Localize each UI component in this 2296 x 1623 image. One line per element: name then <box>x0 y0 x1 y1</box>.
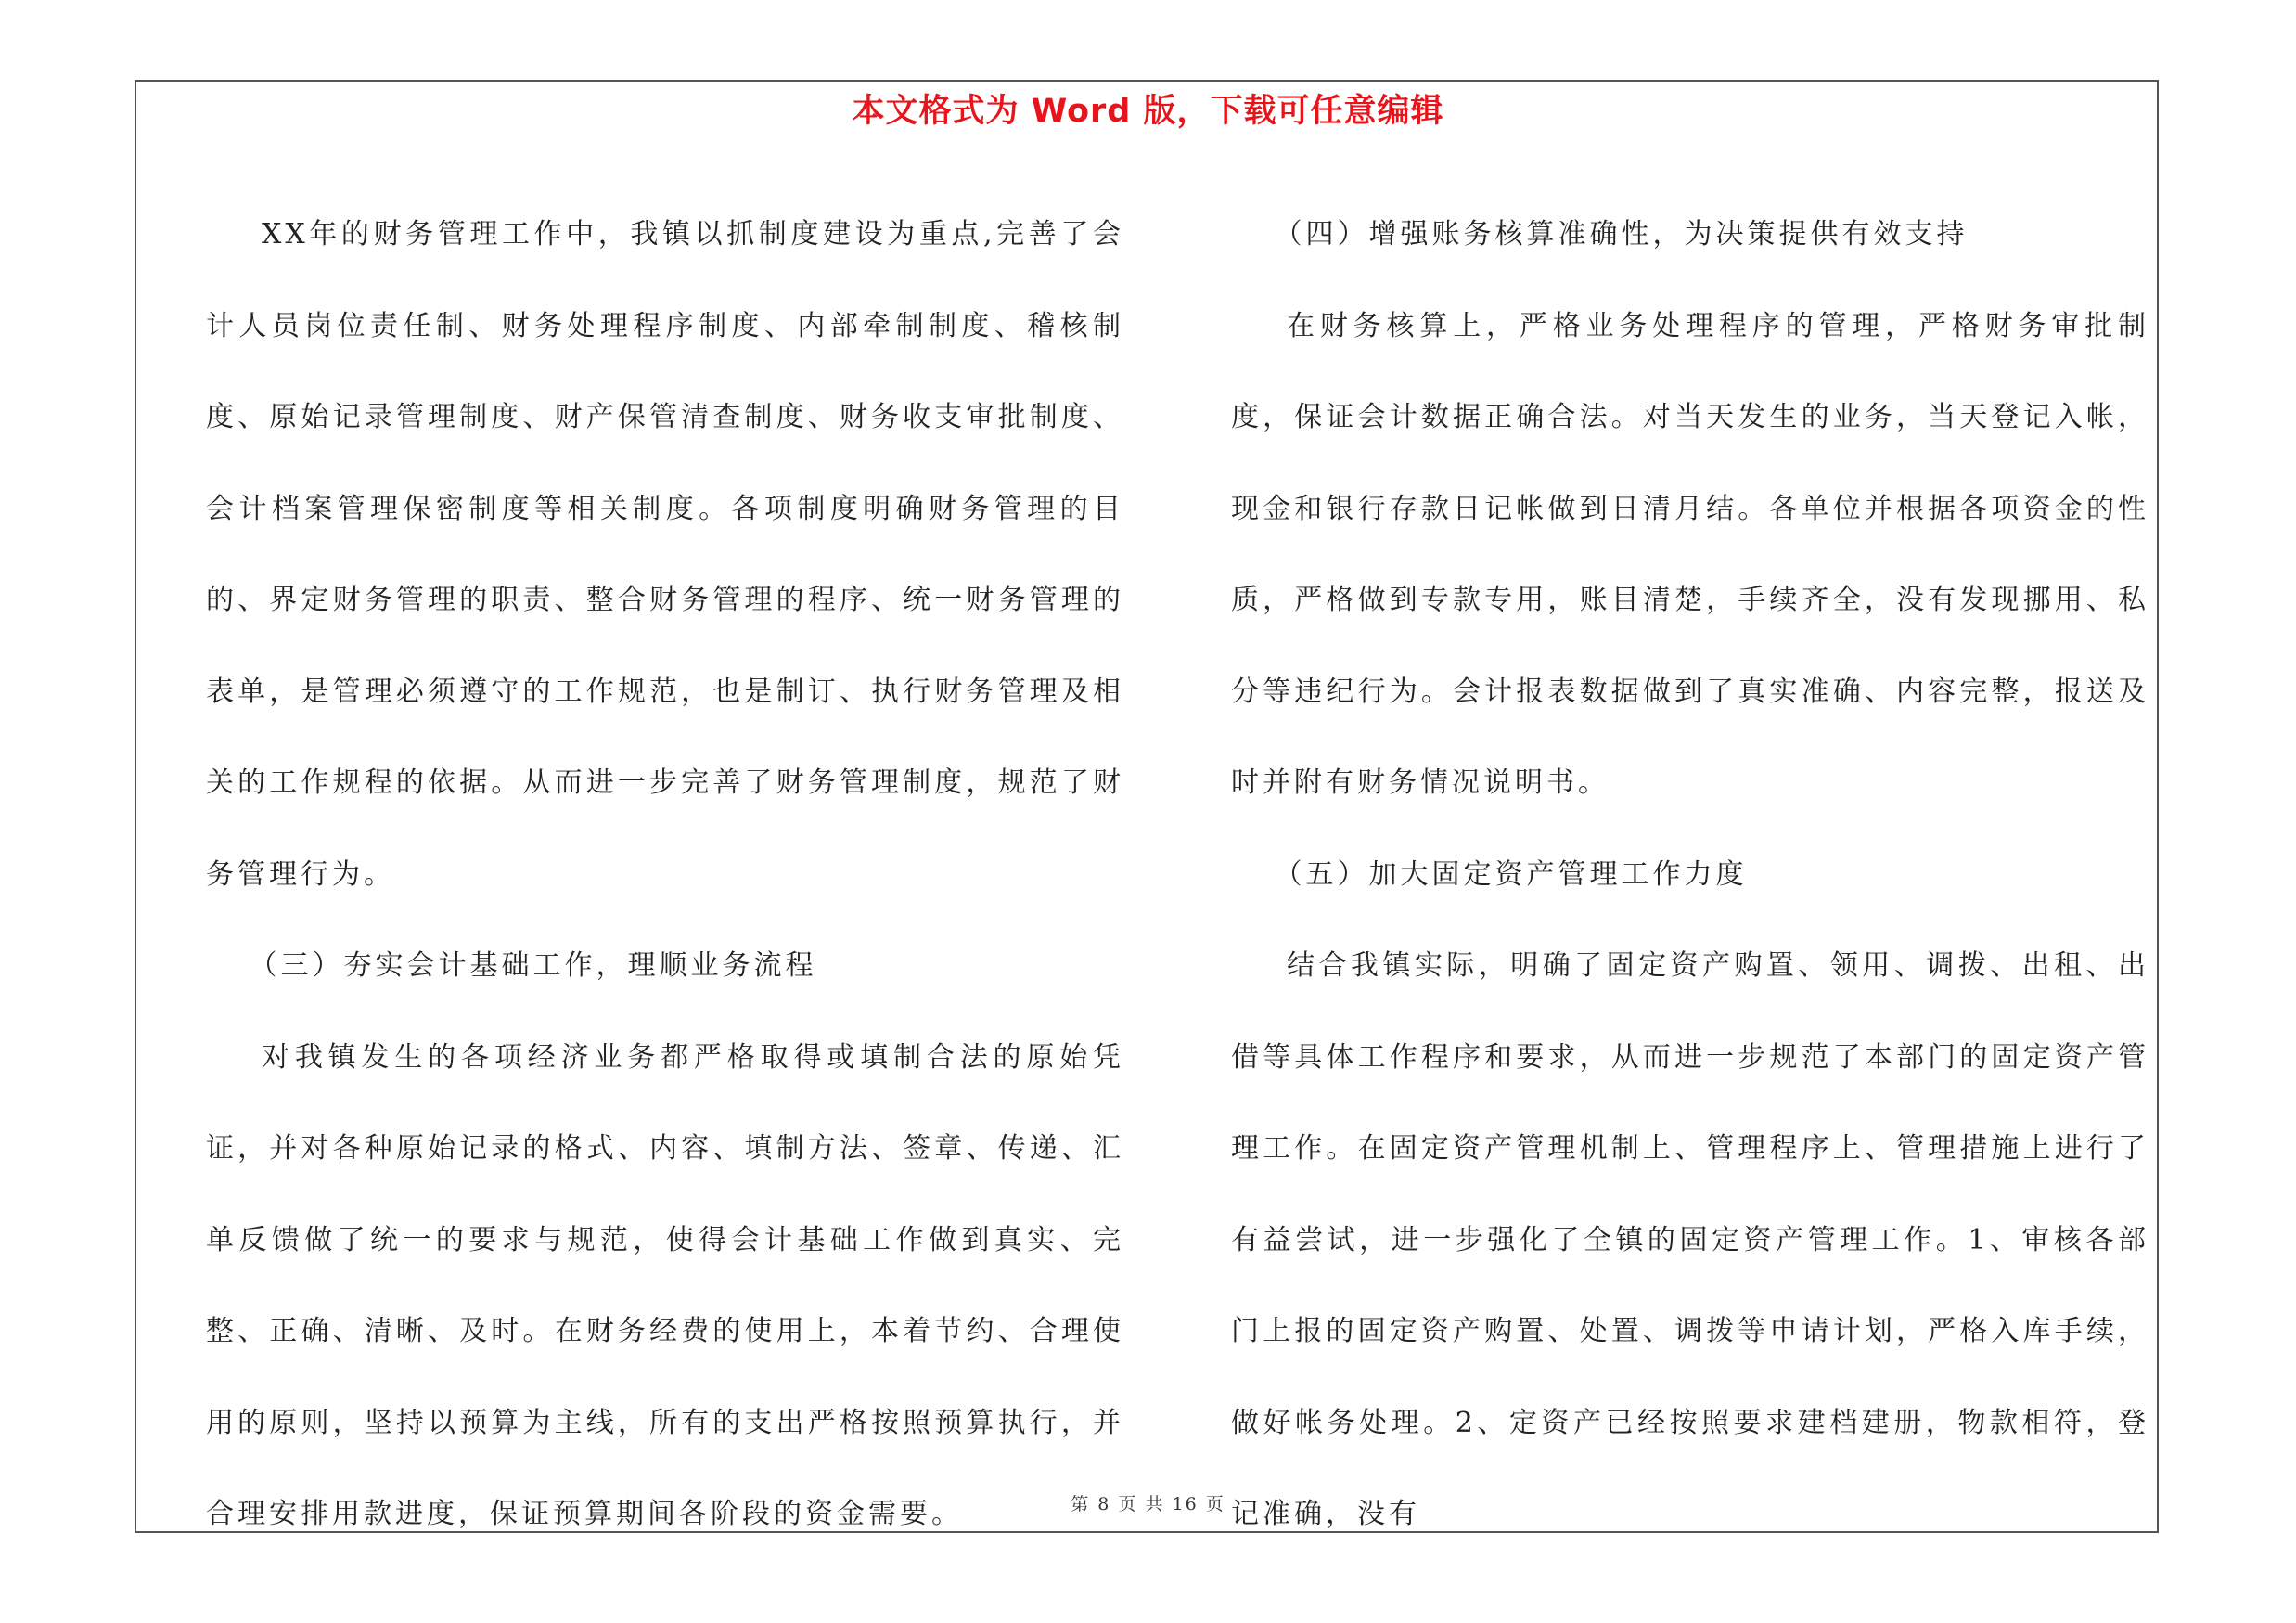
section-heading-3: （三）夯实会计基础工作，理顺业务流程 <box>249 949 817 982</box>
format-notice-banner: 本文格式为 Word 版，下载可任意编辑 <box>852 93 1444 130</box>
paragraph-accounting-basics: 对我镇发生的各项经济业务都严格取得或填制合法的原始凭证，并对各种原始记录的格式、内容、填制方法、签章、传递、汇单反馈做了统一的要求与规范，使得会计基础工作做到真实、完整、正确、清晰、及时。在财务经费的使用上，本着节约、合理使用的原则，坚持以预算为主线，所有的支出严格按照预算执行，并合理安排用款进度，保证预算期间各阶段的资金需要。 <box>206 1040 1124 1530</box>
right-column <box>1231 189 2149 1561</box>
section-heading-4: （四）增强账务核算准确性，为决策提供有效支持 <box>1274 218 1969 251</box>
paragraph-system-building: XX年的财务管理工作中，我镇以抓制度建设为重点,完善了会计人员岗位责任制、财务处理程序制度、内部牵制制度、稽核制度、原始记录管理制度、财产保管清查制度、财务收支审批制度、会计档案管理保密制度等相关制度。各项制度明确财务管理的目的、界定财务管理的职责、整合财务管理的程序、统一财务管理的表单，是管理必须遵守的工作规范，也是制订、执行财务管理及相关的工作规程的依据。从而进一步完善了财务管理制度，规范了财务管理行为。 <box>206 218 1124 891</box>
paragraph-accounting-accuracy: 在财务核算上，严格业务处理程序的管理，严格财务审批制度，保证会计数据正确合法。对当天发生的业务，当天登记入帐，现金和银行存款日记帐做到日清月结。各单位并根据各项资金的性质，严格做到专款专用，账目清楚，手续齐全，没有发现挪用、私分等违纪行为。会计报表数据做到了真实准确、内容完整，报送及时并附有财务情况说明书。 <box>1231 309 2149 799</box>
left-column <box>206 189 1124 1561</box>
page-number-footer: 第 8 页 共 16 页 <box>1071 1494 1225 1514</box>
paragraph-fixed-assets: 结合我镇实际，明确了固定资产购置、领用、调拨、出租、出借等具体工作程序和要求，从而进一步规范了本部门的固定资产管理工作。在固定资产管理机制上、管理程序上、管理措施上进行了有益尝试，进一步强化了全镇的固定资产管理工作。1、审核各部门上报的固定资产购置、处置、调拨等申请计划，严格入库手续，做好帐务处理。2、定资产已经按照要求建档建册，物款相符，登记准确，没有 <box>1231 949 2149 1530</box>
section-heading-5: （五）加大固定资产管理工作力度 <box>1274 857 1748 891</box>
